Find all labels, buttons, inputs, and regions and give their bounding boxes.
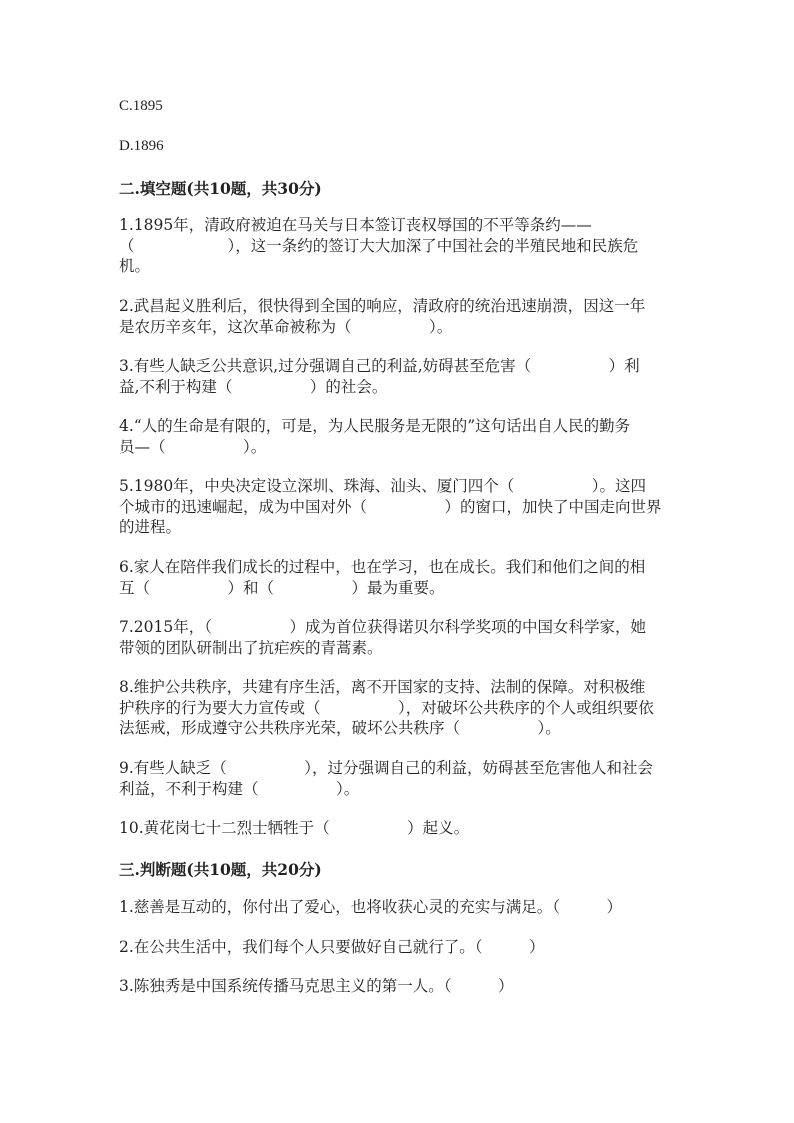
fill-question-2 — [119, 296, 679, 337]
fill-question-1 — [119, 215, 679, 277]
question-line: 6.家人在陪伴我们成长的过程中，也在学习，也在成长。我们和他们之间的相 — [119, 558, 646, 576]
question-line: 益,不利于构建（ ）的社会。 — [119, 377, 388, 396]
option-c: C.1895 — [119, 98, 163, 114]
judge-question-1 — [119, 897, 679, 918]
question-line: 1.慈善是互动的，你付出了爱心，也将收获心灵的充实与满足。（ ） — [119, 898, 623, 916]
fill-question-5 — [119, 476, 679, 538]
judge-question-3 — [119, 976, 679, 997]
question-line: 机。 — [119, 257, 151, 275]
fill-question-7 — [119, 617, 679, 658]
question-line: 8.维护公共秩序，共建有序生活，离不开国家的支持、法制的保障。对积极维 — [119, 678, 646, 696]
question-line: 利益，不利于构建（ ）。 — [119, 779, 360, 798]
question-line: 2.在公共生活中，我们每个人只要做好自己就行了。（ ） — [119, 938, 545, 956]
question-line: 带领的团队研制出了抗疟疾的青蒿素。 — [119, 638, 383, 657]
question-line: 2.武昌起义胜利后，很快得到全国的响应，清政府的统治迅速崩溃，因这一年 — [119, 297, 646, 315]
question-line: （ ），这一条约的签订大大加深了中国社会的半殖民地和民族危 — [119, 236, 639, 255]
question-line: 5.1980年，中央决定设立深圳、珠海、汕头、厦门四个（ ）。这四 — [119, 477, 646, 495]
question-line: 个城市的迅速崛起，成为中国对外（ ）的窗口，加快了中国走向世界 — [119, 497, 662, 516]
question-line: 是农历辛亥年，这次革命被称为（ ）。 — [119, 317, 453, 336]
option-d: D.1896 — [119, 138, 164, 154]
fill-question-4 — [119, 416, 679, 457]
question-line: 1.1895年，清政府被迫在马关与日本签订丧权辱国的不平等条约—— — [119, 216, 592, 234]
fill-question-8 — [119, 677, 679, 739]
question-line: 4.“人的生命是有限的，可是，为人民服务是无限的”这句话出自人民的勤务 — [119, 417, 631, 435]
section2-heading: 二.填空题(共10题，共30分) — [119, 179, 322, 198]
fill-question-6 — [119, 557, 679, 598]
question-line: 9.有些人缺乏（ ），过分强调自己的利益，妨碍甚至危害他人和社会 — [119, 759, 654, 777]
question-line: 护秩序的行为要大力宣传或（ ），对破坏公共秩序的个人或组织要依 — [119, 698, 654, 717]
fill-question-10 — [119, 818, 679, 839]
fill-question-3 — [119, 356, 679, 397]
question-line: 的进程。 — [119, 518, 182, 536]
fill-question-9 — [119, 758, 679, 799]
question-line: 员—（ ）。 — [119, 437, 267, 456]
question-line: 3.陈独秀是中国系统传播马克思主义的第一人。（ ） — [119, 977, 514, 995]
question-line: 3.有些人缺乏公共意识,过分强调自己的利益,妨碍甚至危害（ ）利 — [119, 357, 640, 375]
section3-heading: 三.判断题(共10题，共20分) — [119, 860, 322, 879]
question-line: 互（ ）和（ ）最为重要。 — [119, 578, 445, 597]
judge-question-2 — [119, 937, 679, 958]
question-line: 法惩戒，形成遵守公共秩序光荣，破坏公共秩序（ ）。 — [119, 719, 561, 737]
question-line: 10.黄花岗七十二烈士牺牲于（ ）起义。 — [119, 819, 470, 837]
question-line: 7.2015年，（ ）成为首位获得诺贝尔科学奖项的中国女科学家，她 — [119, 618, 646, 636]
